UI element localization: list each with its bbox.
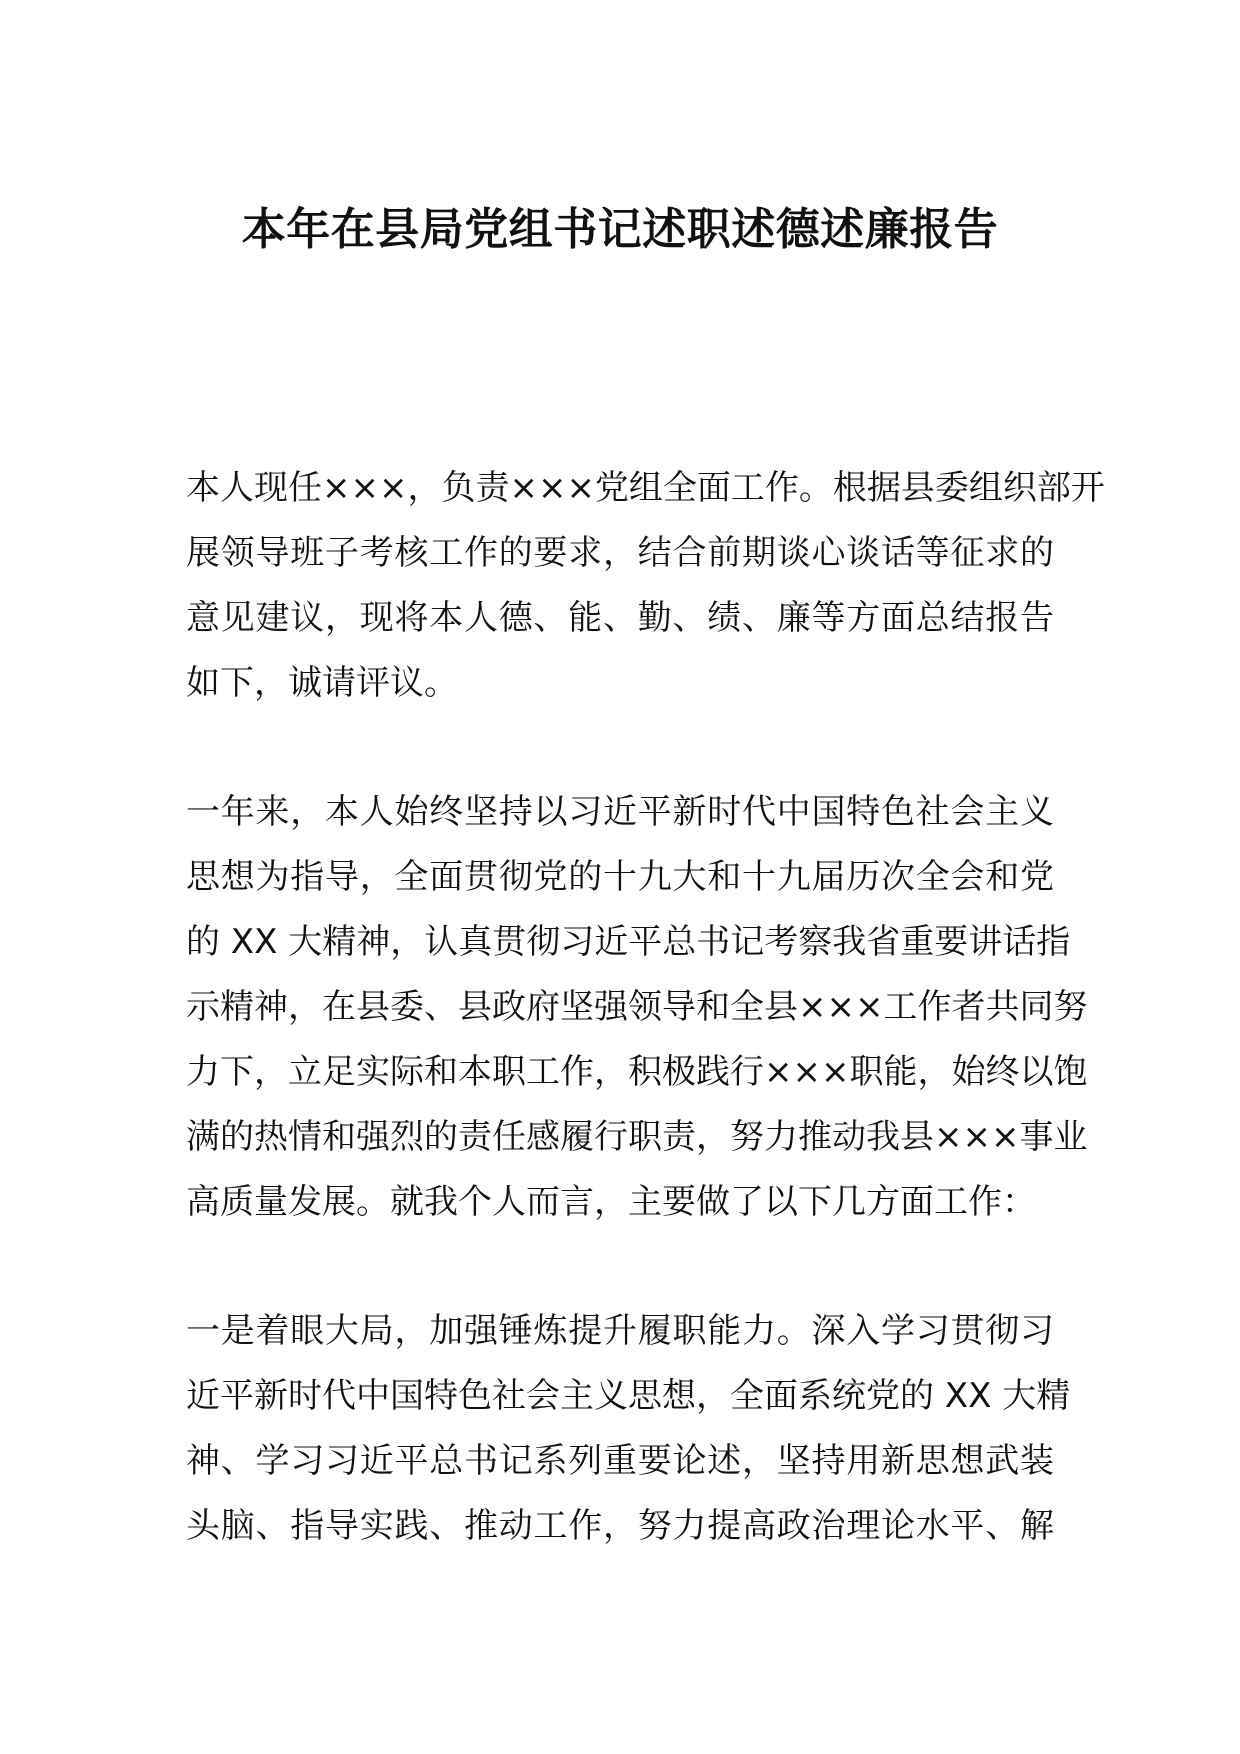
text-line: 力下，立足实际和本职工作，积极践行×××职能，始终以饱 bbox=[186, 1052, 1088, 1092]
text-line: 如下，诚请评议。 bbox=[186, 663, 458, 703]
text-line: 满的热情和强烈的责任感履行职责，努力推动我县×××事业 bbox=[186, 1117, 1088, 1157]
text-line: 神、学习习近平总书记系列重要论述，坚持用新思想武装 bbox=[186, 1441, 1054, 1481]
text-line: 意见建议，现将本人德、能、勤、绩、廉等方面总结报告 bbox=[186, 598, 1054, 638]
document-title: 本年在县局党组书记述职述德述廉报告 bbox=[241, 204, 999, 255]
text-line: 近平新时代中国特色社会主义思想，全面系统党的 XX 大精 bbox=[186, 1376, 1071, 1416]
document-body bbox=[186, 456, 1105, 1623]
text-line: 头脑、指导实践、推动工作，努力提高政治理论水平、解 bbox=[186, 1506, 1054, 1546]
text-line: 本人现任×××，负责×××党组全面工作。根据县委组织部开 bbox=[186, 468, 1105, 508]
paragraph-point-one bbox=[186, 1299, 1071, 1559]
text-line: 示精神，在县委、县政府坚强领导和全县×××工作者共同努 bbox=[186, 987, 1088, 1027]
text-line: 思想为指导，全面贯彻党的十九大和十九届历次全会和党 bbox=[186, 857, 1054, 897]
text-line: 展领导班子考核工作的要求，结合前期谈心谈话等征求的 bbox=[186, 533, 1054, 573]
text-line: 的 XX 大精神，认真贯彻习近平总书记考察我省重要讲话指 bbox=[186, 922, 1071, 962]
text-line: 高质量发展。就我个人而言，主要做了以下几方面工作： bbox=[186, 1182, 1036, 1222]
text-line: 一年来，本人始终坚持以习近平新时代中国特色社会主义 bbox=[186, 792, 1054, 832]
text-line: 一是着眼大局，加强锤炼提升履职能力。深入学习贯彻习 bbox=[186, 1311, 1054, 1351]
paragraph-overview bbox=[186, 780, 1088, 1235]
paragraph-intro bbox=[186, 456, 1105, 716]
